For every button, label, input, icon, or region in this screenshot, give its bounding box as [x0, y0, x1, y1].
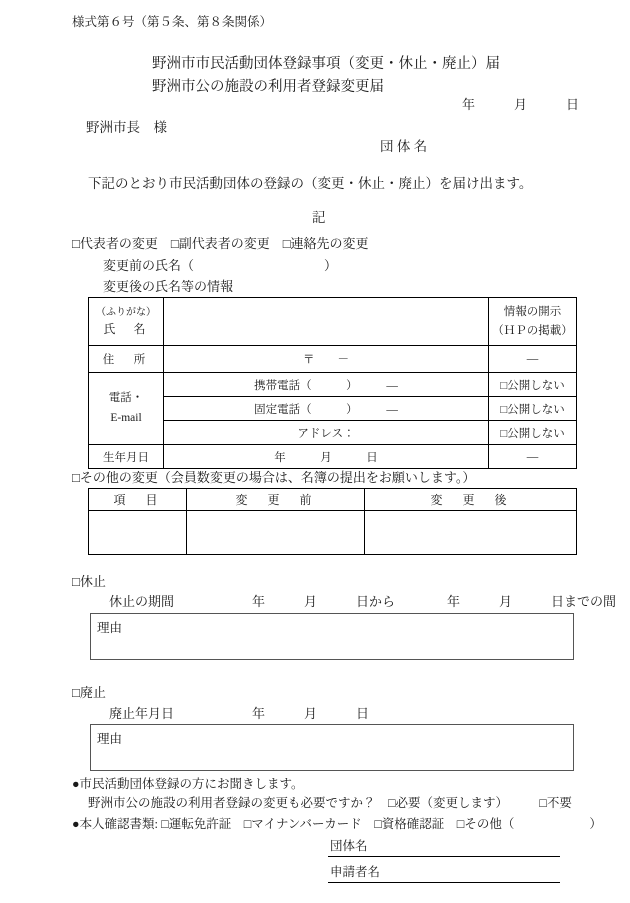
contact-label-cell: [89, 373, 164, 445]
addressee: 野洲市長 様: [86, 120, 167, 135]
footer-question-heading: ●市民活動団体登録の方にお聞きします。: [72, 777, 304, 791]
address-disclosure-cell: ―: [489, 346, 577, 373]
cell-item[interactable]: [89, 511, 187, 555]
email-field[interactable]: アドレス：: [164, 421, 489, 445]
personal-info-table: [88, 297, 577, 469]
mobile-phone-field[interactable]: 携帯電話（ ） ―: [164, 373, 489, 397]
signature-applicant-label: 申請者名: [330, 865, 381, 879]
abolish-checkbox[interactable]: □廃止: [72, 685, 106, 700]
organization-name-label[interactable]: 団 体 名: [380, 139, 428, 154]
abolish-date-line[interactable]: 廃止年月日 年 月 日: [109, 706, 370, 721]
facility-registration-question[interactable]: 野洲市公の施設の利用者登録の変更も必要ですか？ □必要（変更します） □不要: [88, 796, 572, 810]
suspend-reason-box[interactable]: [90, 613, 574, 660]
signature-organization-line[interactable]: [328, 856, 560, 857]
column-header-before: 変 更 前: [187, 489, 365, 511]
submission-date-line[interactable]: 年 月 日: [462, 97, 580, 112]
contact-label-line2: E-mail: [110, 411, 142, 424]
table-row: [89, 511, 577, 555]
name-label: 氏 名: [103, 322, 149, 336]
ki-mark: 記: [312, 210, 326, 225]
table-row-address: [89, 346, 577, 373]
birthdate-label: 生年月日: [89, 445, 164, 469]
email-disclosure-checkbox[interactable]: □公開しない: [489, 421, 577, 445]
birthdate-disclosure-cell: ―: [489, 445, 577, 469]
address-label: 住 所: [89, 346, 164, 373]
form-number: 様式第６号（第５条、第８条関係）: [72, 15, 273, 29]
disclosure-label-line1: 情報の開示: [503, 306, 562, 319]
form-title-line1: 野洲市市民活動団体登録事項（変更・休止・廃止）届: [152, 56, 500, 72]
table-header-row: [89, 489, 577, 511]
suspend-reason-label: 理由: [97, 621, 123, 635]
form-title-line2: 野洲市公の施設の利用者登録変更届: [152, 79, 384, 95]
table-row-name: [89, 298, 577, 346]
declaration-statement: 下記のとおり市民活動団体の登録の（変更・休止・廃止）を届け出ます。: [88, 176, 533, 191]
signature-organization-label: 団体名: [330, 839, 368, 853]
name-value-cell[interactable]: [164, 298, 489, 346]
abolish-reason-box[interactable]: [90, 724, 574, 771]
address-value-cell[interactable]: 〒 －: [164, 346, 489, 373]
furigana-label: （ふりがな）: [96, 307, 156, 318]
suspend-period-line[interactable]: 休止の期間 年 月 日から 年 月 日までの間: [109, 594, 617, 609]
disclosure-header-cell: [489, 298, 577, 346]
landline-phone-field[interactable]: 固定電話（ ） ―: [164, 397, 489, 421]
name-label-cell: [89, 298, 164, 346]
column-header-item: 項 目: [89, 489, 187, 511]
disclosure-label-line2: （ＨＰの掲載）: [492, 324, 573, 337]
column-header-after: 変 更 後: [365, 489, 577, 511]
cell-before[interactable]: [187, 511, 365, 555]
other-change-checkbox[interactable]: □その他の変更（会員数変更の場合は、名簿の提出をお願いします。）: [72, 470, 476, 485]
representative-change-checkboxes[interactable]: □代表者の変更 □副代表者の変更 □連絡先の変更: [72, 236, 369, 251]
landline-disclosure-checkbox[interactable]: □公開しない: [489, 397, 577, 421]
other-change-table: [88, 488, 577, 555]
new-info-label: 変更後の氏名等の情報: [103, 279, 234, 294]
identity-document-checkboxes[interactable]: ●本人確認書類: □運転免許証 □マイナンバーカード □資格確認証 □その他（ ）: [72, 817, 602, 831]
cell-after[interactable]: [365, 511, 577, 555]
birthdate-value-cell[interactable]: 年 月 日: [164, 445, 489, 469]
signature-applicant-line[interactable]: [328, 882, 560, 883]
table-row-birthdate: [89, 445, 577, 469]
contact-label-line1: 電話・: [108, 391, 144, 404]
mobile-disclosure-checkbox[interactable]: □公開しない: [489, 373, 577, 397]
abolish-reason-label: 理由: [97, 732, 123, 746]
table-row-mobile: [89, 373, 577, 397]
previous-name-field[interactable]: 変更前の氏名（ ）: [103, 258, 338, 273]
suspend-checkbox[interactable]: □休止: [72, 574, 106, 589]
